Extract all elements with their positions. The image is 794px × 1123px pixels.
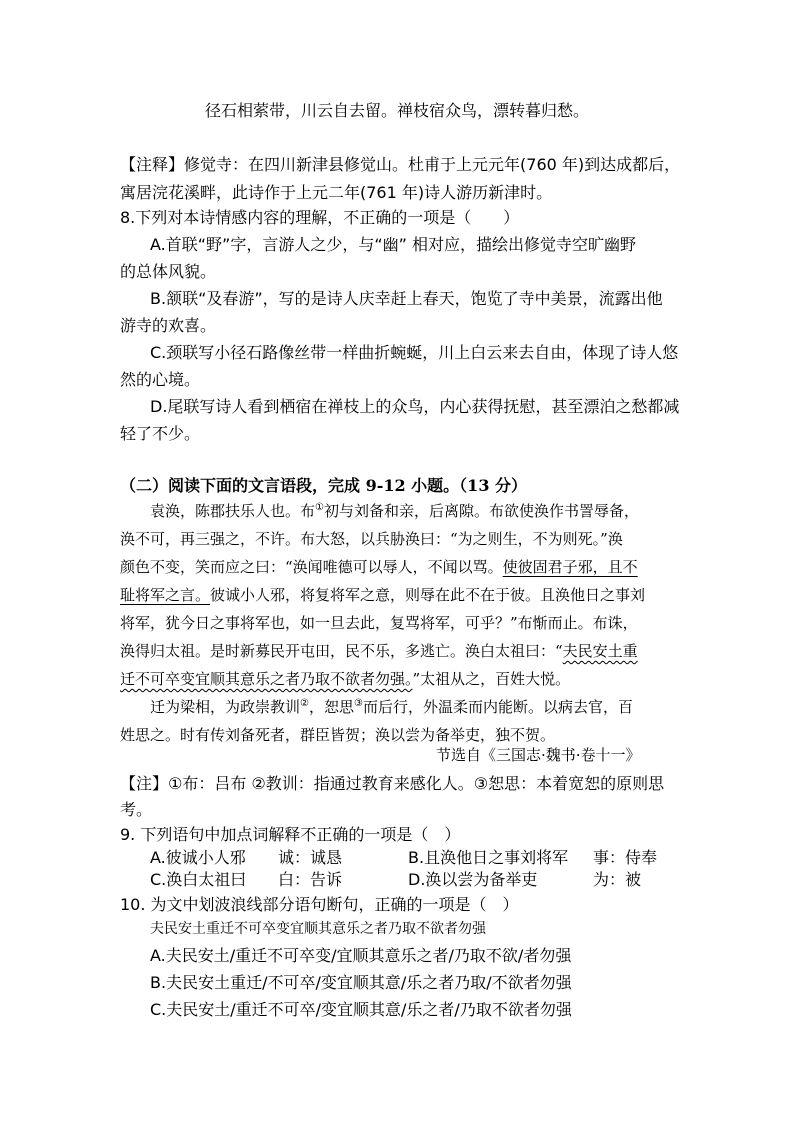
q8-option-a-line-2: 的总体风貌。	[120, 262, 217, 281]
passage-line-7: 迁不可卒变宜顺其意乐之者乃取不欲者勿强。”太祖从之，百姓大悦。	[120, 670, 571, 688]
q8-option-d-line-1: D.尾联写诗人看到栖宿在禅枝上的众鸟，内心获得抚慰，甚至漂泊之愁都减	[150, 397, 680, 416]
passage-note-line-2: 考。	[120, 800, 153, 819]
passage-note-line-1: 【注】①布：吕布 ②教训：指通过教育来感化人。③恕思：本着宽恕的原则思	[120, 774, 665, 793]
question-9-stem: 9. 下列语句中加点词解释不正确的一项是（ ）	[120, 825, 461, 844]
footnote-marker-2: ②	[300, 698, 309, 709]
question-10-stem: 10. 为文中划波浪线部分语句断句，正确的一项是（ ）	[120, 895, 519, 914]
passage-p2-line-1: 迁为梁相，为政崇教训②，恕思③而后行，外温柔而内能断。以病去官，百	[150, 698, 633, 716]
poem-note-line-2: 寓居浣花溪畔，此诗作于上元二年(761 年)诗人游历新津时。	[120, 183, 553, 202]
q9-option-c-explanation: 白：告诉	[278, 870, 343, 889]
footnote-marker-3: ③	[354, 698, 363, 709]
passage-line-5: 将军，犹今日之事将军也，如一旦去此，复骂将军，可乎？”布惭而止。布诛，	[120, 614, 638, 632]
passage-line-3: 颜色不变，笑而应之曰：“涣闻唯德可以辱人，不闻以骂。使彼固君子邪，且不	[120, 558, 638, 576]
question-8-stem: 8.下列对本诗情感内容的理解，不正确的一项是（ ）	[120, 208, 520, 227]
q8-option-a-line-1: A.首联“野”字，言游人之少，与“幽” 相对应，描绘出修觉寺空旷幽野	[150, 235, 636, 254]
q9-option-c: C.涣白太祖曰	[150, 870, 247, 889]
underlined-sentence-part-1: 使彼固君子邪，且不	[502, 558, 638, 576]
poem-note-line-1	[120, 157, 680, 173]
note-text: 修觉寺：在四川新津县修觉山。杜甫于上元元年(760 年)到达成都后，	[184, 155, 681, 174]
q10-option-b: B.夫民安土重迁/不可卒/变宜顺其意/乐之者乃取/不欲者勿强	[150, 973, 572, 992]
q10-text: 夫民安土重迁不可卒变宜顺其意乐之者乃取不欲者勿强	[150, 921, 486, 937]
q8-option-c-line-2: 然的心境。	[120, 370, 201, 389]
q10-option-a: A.夫民安土/重迁不可卒变/宜顺其意乐之者/乃取不欲/者勿强	[150, 946, 572, 965]
section-2-heading: （二）阅读下面的文言语段，完成 9-12 小题。（13 分）	[120, 476, 528, 495]
passage-line-6: 涣得归太祖。是时新募民开屯田，民不乐，多逃亡。涣白太祖曰：“夫民安土重	[120, 642, 638, 660]
passage-source: 节选自《三国志·魏书·卷十一》	[436, 746, 641, 764]
underlined-sentence-part-2: 耻将军之言。	[120, 586, 211, 604]
q8-option-b-line-2: 游寺的欢喜。	[120, 316, 217, 335]
q8-option-c-line-1: C.颈联写小径石路像丝带一样曲折蜿蜒，川上白云来去自由，体现了诗人悠	[150, 343, 679, 362]
poem-line: 径石相萦带，川云自去留。禅枝宿众鸟，漂转暮归愁。	[205, 101, 590, 120]
q9-option-d-explanation: 为：被	[593, 870, 642, 889]
passage-line-1: 袁涣，陈郡扶乐人也。布①初与刘备和亲，后离隙。布欲使涣作书詈辱备，	[150, 502, 639, 520]
wavy-underlined-part-2: 迁不可卒变宜顺其意乐之者乃取不欲者勿强。	[120, 670, 413, 688]
passage-line-2: 涣不可，再三强之，不许。布大怒，以兵胁涣曰：“为之则生，不为则死。”涣	[120, 530, 623, 548]
q8-option-d-line-2: 轻了不少。	[120, 424, 201, 443]
q9-option-a-explanation: 诚：诚恳	[278, 848, 343, 867]
footnote-marker-1: ①	[315, 502, 324, 513]
note-label: 【注释】	[120, 155, 185, 174]
q10-option-c: C.夫民安土/重迁不可卒/变宜顺其意/乐之者/乃取不欲者勿强	[150, 1000, 572, 1019]
q9-option-b-explanation: 事：侍奉	[593, 848, 658, 867]
passage-p2-line-2: 姓思之。时有传刘备死者，群臣皆贺；涣以尝为备举吏，独不贺。	[120, 726, 556, 744]
passage-line-4: 耻将军之言。彼诚小人邪，将复将军之意，则辱在此不在于彼。且涣他日之事刘	[120, 586, 646, 604]
q9-option-d: D.涣以尝为备举吏	[408, 870, 538, 889]
q9-option-a: A.彼诚小人邪	[150, 848, 246, 867]
q8-option-b-line-1: B.颔联“及春游”，写的是诗人庆幸赶上春天，饱览了寺中美景，流露出他	[150, 289, 663, 308]
q9-option-b: B.且涣他日之事刘将军	[408, 848, 569, 867]
wavy-underlined-part-1: 夫民安土重	[562, 642, 638, 660]
